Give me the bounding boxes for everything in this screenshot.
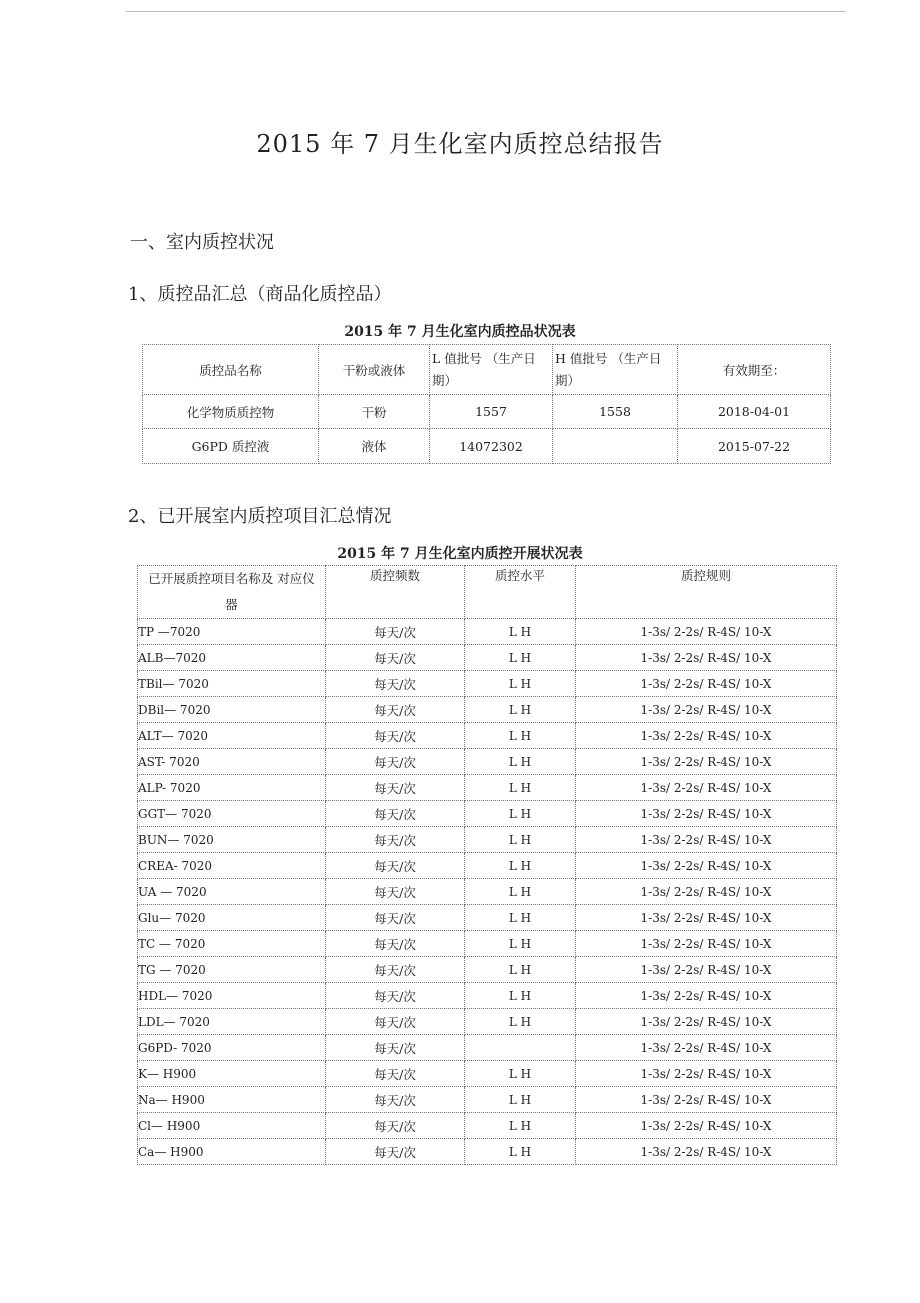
table-cell: 每天/次 <box>326 1139 465 1165</box>
table-cell: UA — 7020 <box>138 879 326 905</box>
table-cell: L H <box>465 697 576 723</box>
table-cell: 1-3s/ 2-2s/ R-4S/ 10-X <box>576 671 837 697</box>
table-row <box>138 1061 837 1087</box>
table-cell: 1-3s/ 2-2s/ R-4S/ 10-X <box>576 931 837 957</box>
table-row <box>138 1139 837 1165</box>
table-cell: G6PD 质控液 <box>143 429 319 464</box>
table-row <box>138 931 837 957</box>
table-cell: 1-3s/ 2-2s/ R-4S/ 10-X <box>576 827 837 853</box>
table-cell: 1-3s/ 2-2s/ R-4S/ 10-X <box>576 905 837 931</box>
table-cell: LDL— 7020 <box>138 1009 326 1035</box>
table-header-cell: 质控规则 <box>576 566 837 619</box>
table-header-cell: 质控品名称 <box>143 345 319 395</box>
table-cell: 液体 <box>319 429 430 464</box>
table-cell: 每天/次 <box>326 1035 465 1061</box>
table-row <box>138 1113 837 1139</box>
table-row <box>138 983 837 1009</box>
table-cell: L H <box>465 931 576 957</box>
table-cell: 1-3s/ 2-2s/ R-4S/ 10-X <box>576 1139 837 1165</box>
table-cell: 每天/次 <box>326 905 465 931</box>
table-cell: 每天/次 <box>326 827 465 853</box>
table-cell: 14072302 <box>430 429 553 464</box>
table-cell: ALB—7020 <box>138 645 326 671</box>
table-cell: 每天/次 <box>326 1061 465 1087</box>
table-cell: K— H900 <box>138 1061 326 1087</box>
table-cell: L H <box>465 801 576 827</box>
table-cell: CREA- 7020 <box>138 853 326 879</box>
table-cell: 每天/次 <box>326 801 465 827</box>
table-cell: 每天/次 <box>326 775 465 801</box>
table-cell: 2015-07-22 <box>678 429 831 464</box>
table-cell: L H <box>465 1113 576 1139</box>
table-cell: L H <box>465 983 576 1009</box>
table-cell: 1-3s/ 2-2s/ R-4S/ 10-X <box>576 1113 837 1139</box>
table-row <box>138 697 837 723</box>
table-cell: L H <box>465 853 576 879</box>
table-cell: TP —7020 <box>138 619 326 645</box>
table-row <box>138 905 837 931</box>
table-cell: L H <box>465 671 576 697</box>
table-caption-qc-items: 2015 年 7 月生化室内质控开展状况表 <box>337 546 583 562</box>
qc-items-table <box>137 565 837 1165</box>
table-cell: 1-3s/ 2-2s/ R-4S/ 10-X <box>576 775 837 801</box>
table-row <box>143 429 831 464</box>
table-cell: L H <box>465 1061 576 1087</box>
table-cell: 1-3s/ 2-2s/ R-4S/ 10-X <box>576 723 837 749</box>
table-cell: Ca— H900 <box>138 1139 326 1165</box>
table-cell: 1-3s/ 2-2s/ R-4S/ 10-X <box>576 1009 837 1035</box>
table-row <box>138 853 837 879</box>
table-header-cell: 干粉或液体 <box>319 345 430 395</box>
section-heading: 一、室内质控状况 <box>130 232 274 253</box>
table-cell: TC — 7020 <box>138 931 326 957</box>
table-cell: 1-3s/ 2-2s/ R-4S/ 10-X <box>576 957 837 983</box>
table-cell: 1-3s/ 2-2s/ R-4S/ 10-X <box>576 749 837 775</box>
table-cell: Glu— 7020 <box>138 905 326 931</box>
table-cell: 2018-04-01 <box>678 395 831 429</box>
table-cell: 每天/次 <box>326 645 465 671</box>
table-cell: 干粉 <box>319 395 430 429</box>
table-cell: 1-3s/ 2-2s/ R-4S/ 10-X <box>576 801 837 827</box>
table-cell: AST- 7020 <box>138 749 326 775</box>
table-cell: L H <box>465 723 576 749</box>
table-row <box>138 801 837 827</box>
table-header-row <box>138 566 837 619</box>
table-row <box>138 827 837 853</box>
table-cell: L H <box>465 879 576 905</box>
table-row <box>138 1009 837 1035</box>
table-cell: 1-3s/ 2-2s/ R-4S/ 10-X <box>576 619 837 645</box>
table-header-cell: 质控水平 <box>465 566 576 619</box>
table-cell: G6PD- 7020 <box>138 1035 326 1061</box>
table-cell: 每天/次 <box>326 983 465 1009</box>
table-cell: L H <box>465 1009 576 1035</box>
table-cell: L H <box>465 645 576 671</box>
page-title: 2015 年 7 月生化室内质控总结报告 <box>256 130 664 158</box>
table-header-cell: 质控频数 <box>326 566 465 619</box>
table-cell <box>553 429 678 464</box>
table-cell: L H <box>465 619 576 645</box>
table-cell: L H <box>465 775 576 801</box>
table-cell: 每天/次 <box>326 1009 465 1035</box>
table-cell: 1-3s/ 2-2s/ R-4S/ 10-X <box>576 853 837 879</box>
table-cell: 每天/次 <box>326 749 465 775</box>
table-cell: L H <box>465 905 576 931</box>
table-cell: 每天/次 <box>326 879 465 905</box>
table-header-cell: 有效期至： <box>678 345 831 395</box>
table-row <box>138 957 837 983</box>
table-cell: HDL— 7020 <box>138 983 326 1009</box>
table-row <box>138 1035 837 1061</box>
table-cell: 每天/次 <box>326 619 465 645</box>
table-cell: 每天/次 <box>326 931 465 957</box>
table-row <box>138 723 837 749</box>
table-caption-qc-materials: 2015 年 7 月生化室内质控品状况表 <box>344 324 576 340</box>
table-header-row <box>143 345 831 395</box>
table-cell: 1-3s/ 2-2s/ R-4S/ 10-X <box>576 879 837 905</box>
table-cell: ALT— 7020 <box>138 723 326 749</box>
table-cell: 每天/次 <box>326 853 465 879</box>
subsection-heading-qc-items: 2、已开展室内质控项目汇总情况 <box>128 506 392 527</box>
table-cell: BUN— 7020 <box>138 827 326 853</box>
table-cell: L H <box>465 1087 576 1113</box>
table-header-cell: H 值批号 （生产日期） <box>553 345 678 395</box>
table-cell: 1-3s/ 2-2s/ R-4S/ 10-X <box>576 1061 837 1087</box>
table-cell: L H <box>465 827 576 853</box>
qc-materials-table <box>142 344 831 464</box>
table-cell: 每天/次 <box>326 1113 465 1139</box>
table-cell: 1558 <box>553 395 678 429</box>
table-cell: 每天/次 <box>326 1087 465 1113</box>
table-cell: 1557 <box>430 395 553 429</box>
table-cell: Na— H900 <box>138 1087 326 1113</box>
table-header-cell: 已开展质控项目名称及 对应仪器 <box>138 566 326 619</box>
table-cell: 每天/次 <box>326 723 465 749</box>
table-cell: 1-3s/ 2-2s/ R-4S/ 10-X <box>576 645 837 671</box>
table-cell: 每天/次 <box>326 697 465 723</box>
header-rule <box>126 11 846 12</box>
table-cell: TBil— 7020 <box>138 671 326 697</box>
table-row <box>138 749 837 775</box>
table-cell: 1-3s/ 2-2s/ R-4S/ 10-X <box>576 983 837 1009</box>
table-row <box>138 619 837 645</box>
table-row <box>143 395 831 429</box>
table-cell: L H <box>465 749 576 775</box>
table-cell: 每天/次 <box>326 671 465 697</box>
table-row <box>138 1087 837 1113</box>
table-cell: 1-3s/ 2-2s/ R-4S/ 10-X <box>576 697 837 723</box>
table-cell: ALP- 7020 <box>138 775 326 801</box>
table-cell: 1-3s/ 2-2s/ R-4S/ 10-X <box>576 1035 837 1061</box>
table-row <box>138 879 837 905</box>
table-cell: L H <box>465 957 576 983</box>
table-cell: GGT— 7020 <box>138 801 326 827</box>
table-cell: 化学物质质控物 <box>143 395 319 429</box>
table-row <box>138 671 837 697</box>
table-cell: L H <box>465 1139 576 1165</box>
table-cell: DBil— 7020 <box>138 697 326 723</box>
table-row <box>138 645 837 671</box>
table-cell <box>465 1035 576 1061</box>
table-cell: TG — 7020 <box>138 957 326 983</box>
table-row <box>138 775 837 801</box>
table-cell: 1-3s/ 2-2s/ R-4S/ 10-X <box>576 1087 837 1113</box>
table-cell: Cl— H900 <box>138 1113 326 1139</box>
subsection-heading-qc-materials: 1、质控品汇总（商品化质控品） <box>128 284 392 305</box>
table-cell: 每天/次 <box>326 957 465 983</box>
table-header-cell: L 值批号 （生产日期） <box>430 345 553 395</box>
